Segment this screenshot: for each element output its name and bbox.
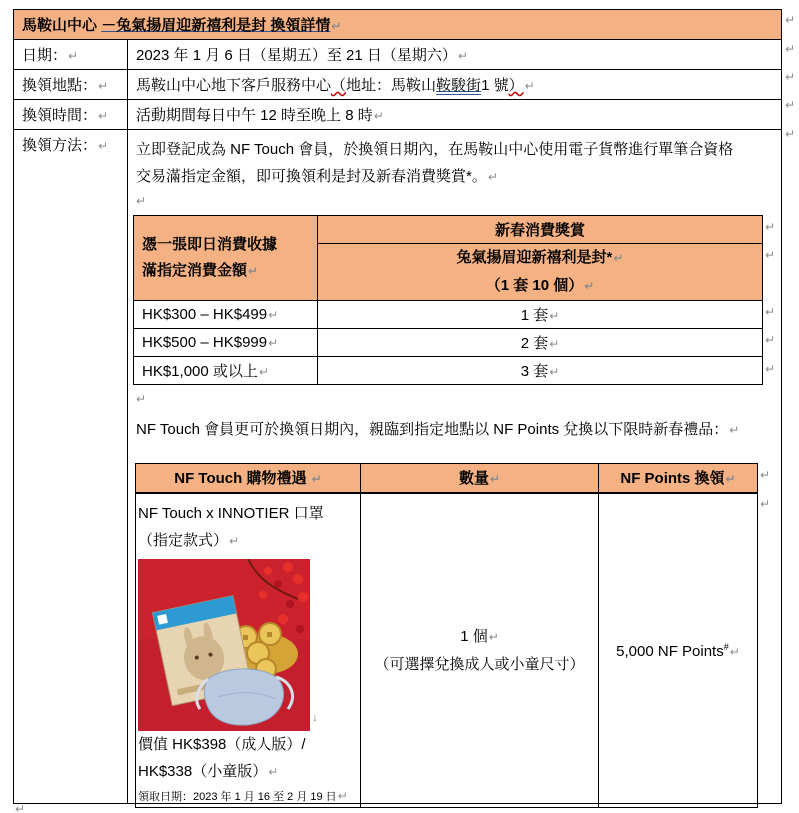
location-label: 換領地點： [22, 77, 98, 94]
paragraph-mark-icon: ↵ [331, 19, 342, 33]
row-end-mark-icon: ↵ [765, 220, 776, 234]
date-label: 日期： [22, 47, 68, 64]
reward-table [133, 215, 763, 385]
gift-quantity-cell [361, 493, 599, 808]
location-street: 鞍駿街 [436, 77, 482, 94]
row-end-mark-icon: ↵ [785, 127, 796, 141]
gift-header-offer-text: NF Touch 購物禮遇 [174, 470, 307, 488]
date-label-cell [14, 40, 128, 70]
reward-right-header [318, 216, 763, 244]
gift-points: 5,000 NF Points [616, 643, 724, 660]
paragraph-mark-icon: ↵ [489, 472, 501, 487]
date-value-cell [128, 40, 782, 70]
points-paragraph-text: NF Touch 會員更可於換領日期內，親臨到指定地點以 NF Points 兌換以下限時新春禮品： [136, 421, 729, 438]
reward-left-header-line-2: 滿指定消費金額 [142, 262, 248, 279]
paragraph-mark-icon: ↵ [268, 308, 279, 322]
gift-quantity-note: （可選擇兌換成人或小童尺寸） [374, 655, 585, 673]
empty-paragraph-mark-icon: ↵ [136, 194, 147, 208]
date-value: 2023 年 1 月 6 日（星期五）至 21 日（星期六） [136, 47, 457, 64]
row-end-mark-icon: ↵ [785, 42, 796, 56]
points-paragraph [136, 418, 776, 439]
reward-sets: 1 套 [520, 307, 549, 324]
gift-item-name-line-2: （指定款式） [138, 531, 229, 549]
location-number: 1 號 [481, 77, 509, 94]
reward-row [134, 329, 763, 357]
gift-price-line-2: HK$338（小童版） [138, 762, 268, 780]
location-value-cell [128, 70, 782, 100]
row-end-mark-icon: ↵ [785, 13, 796, 27]
paragraph-mark-icon: ↵ [457, 49, 468, 63]
reward-left-header [134, 216, 318, 301]
paragraph-mark-icon: ↵ [524, 79, 535, 93]
paragraph-mark-icon: ↵ [373, 109, 384, 123]
reward-sub-header [318, 244, 763, 301]
mask-product-image [138, 559, 310, 731]
method-label: 換領方法： [22, 137, 98, 154]
paragraph-mark-icon: ↵ [729, 423, 740, 437]
reward-sets: 2 套 [520, 335, 549, 352]
empty-paragraph-mark-icon: ↵ [15, 802, 26, 813]
reward-amount-cell [134, 329, 318, 357]
row-end-mark-icon: ↵ [765, 248, 776, 262]
paragraph-mark-icon: ↵ [549, 365, 560, 379]
paragraph-mark-icon: ↵ [549, 309, 560, 323]
paragraph-mark-icon: ↵ [488, 629, 499, 644]
paragraph-mark-icon: ↵ [98, 79, 109, 93]
time-value: 活動期間每日中午 12 時至晚上 8 時 [136, 107, 373, 124]
empty-paragraph-mark-icon: ↵ [136, 392, 147, 406]
reward-right-header-text: 新春消費獎賞 [494, 222, 585, 239]
gift-item-cell [136, 493, 361, 808]
reward-amount: HK$500 – HK$999 [142, 334, 268, 351]
reward-amount-cell [134, 357, 318, 385]
gift-header-quantity-text: 數量 [458, 470, 489, 488]
paragraph-mark-icon: ↵ [98, 139, 109, 153]
row-end-mark-icon: ↵ [765, 333, 776, 347]
method-line-1: 立即登記成為 NF Touch 會員，於換領日期內，在馬鞍山中心使用電子貨幣進行單筆合資格 [136, 141, 734, 158]
location-open-paren: （ [331, 77, 347, 94]
paragraph-mark-icon: ↵ [258, 365, 269, 379]
row-end-mark-icon: ↵ [765, 362, 776, 376]
gift-quantity: 1 個 [460, 627, 488, 645]
paragraph-mark-icon: ↵ [729, 645, 740, 659]
gift-points-cell [599, 493, 758, 808]
gift-header-points [599, 464, 758, 493]
paragraph-mark-icon: ↵ [229, 533, 240, 548]
gift-item-name-line-1: NF Touch x INNOTIER 口罩 [138, 504, 324, 522]
reward-sub-header-line-1: 兔氣揚眉迎新禧利是封* [456, 249, 613, 266]
location-close-paren: ） [508, 77, 524, 94]
paragraph-mark-icon: ↵ [311, 472, 322, 487]
method-line-2: 交易滿指定金額，即可換領利是封及新春消費獎賞*。 [136, 168, 487, 185]
row-end-mark-icon: ↵ [765, 305, 776, 319]
gift-header-offer [136, 464, 361, 493]
paragraph-mark-icon: ↵ [268, 764, 279, 779]
method-paragraph [136, 136, 776, 191]
paragraph-mark-icon: ↵ [549, 337, 560, 351]
method-label-cell [14, 130, 128, 804]
reward-amount: HK$1,000 或以上 [142, 363, 258, 380]
reward-sets-cell [318, 301, 763, 329]
gift-collect-date: 領取日期：2023 年 1 月 16 至 2 月 19 日 [138, 790, 337, 803]
location-label-cell [14, 70, 128, 100]
paragraph-mark-icon: ↵ [248, 264, 259, 278]
title-row [14, 10, 782, 40]
gift-header-points-text: NF Points 換領 [620, 470, 725, 488]
row-end-mark-icon: ↵ [785, 98, 796, 112]
paragraph-mark-icon: ↵ [725, 472, 736, 487]
paragraph-mark-icon: ↵ [337, 788, 348, 803]
paragraph-mark-icon: ↵ [487, 170, 498, 184]
reward-left-header-line-1: 憑一張即日消費收據 [142, 236, 278, 253]
time-label-cell [14, 100, 128, 130]
title-subtitle: －兔氣揚眉迎新禧利是封 換領詳情 [101, 17, 331, 34]
gift-header-quantity [361, 464, 599, 493]
reward-row [134, 301, 763, 329]
row-end-mark-icon: ↵ [760, 497, 771, 511]
location-address: 地址：馬鞍山 [346, 77, 437, 94]
paragraph-mark-icon: ↵ [268, 336, 279, 350]
paragraph-mark-icon: ↵ [584, 279, 595, 293]
gift-points-superscript: # [723, 642, 729, 652]
down-arrow-icon: ↓ [312, 709, 318, 724]
reward-amount-cell [134, 301, 318, 329]
paragraph-mark-icon: ↵ [98, 109, 109, 123]
reward-amount: HK$300 – HK$499 [142, 306, 268, 323]
location-place: 馬鞍山中心地下客戶服務中心 [136, 77, 332, 94]
gift-table [135, 463, 758, 808]
reward-row [134, 357, 763, 385]
paragraph-mark-icon: ↵ [68, 49, 79, 63]
reward-sets-cell [318, 357, 763, 385]
paragraph-mark-icon: ↵ [613, 251, 624, 265]
mask-product-photo [138, 559, 310, 731]
reward-sub-header-line-2: （1 套 10 個） [485, 277, 584, 294]
reward-sets-cell [318, 329, 763, 357]
reward-sets: 3 套 [520, 363, 549, 380]
time-label: 換領時間： [22, 107, 98, 124]
time-value-cell [128, 100, 782, 130]
row-end-mark-icon: ↵ [785, 70, 796, 84]
title-venue: 馬鞍山中心 [22, 17, 98, 34]
row-end-mark-icon: ↵ [760, 468, 771, 482]
gift-price-line-1: 價值 HK$398（成人版）/ [138, 735, 306, 753]
